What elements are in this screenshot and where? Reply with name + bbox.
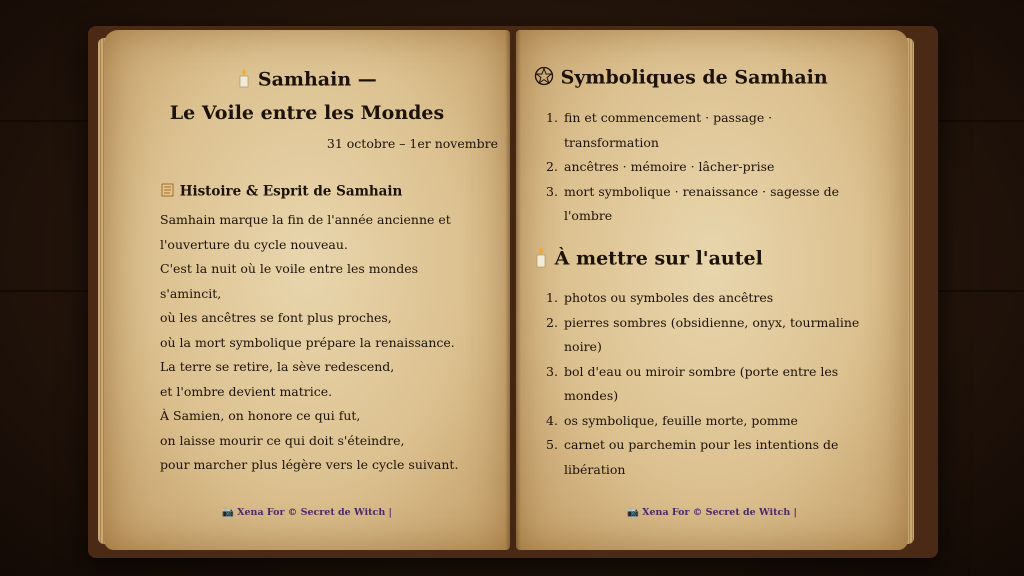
list-number: 2. — [546, 314, 558, 330]
list-item — [546, 360, 886, 409]
list-text: libération — [564, 461, 626, 477]
section-heading: Symboliques de Samhain — [534, 66, 828, 91]
body-text — [160, 208, 500, 478]
scroll-icon — [160, 182, 175, 202]
body-line: C'est la nuit où le voile entre les mondes — [160, 261, 419, 276]
list-text: carnet ou parchemin pour les intentions de — [564, 437, 839, 452]
list-text: mort symbolique · renaissance · sagesse de — [564, 183, 839, 199]
credit-footer: 📷 Xena For © Secret de Witch | — [627, 507, 797, 518]
list-text: os symbolique, feuille morte, pomme — [564, 412, 798, 428]
list-number: 2. — [546, 159, 558, 174]
candle-icon — [237, 68, 251, 93]
list-text: fin et commencement · passage · — [564, 110, 773, 125]
list-number: 5. — [546, 437, 558, 452]
body-line: et l'ombre devient matrice. — [160, 383, 333, 399]
body-line: s'amincit, — [160, 285, 222, 301]
list-item — [546, 180, 876, 229]
credit-footer: 📷 Xena For © Secret de Witch | — [222, 507, 392, 518]
list-text: photos ou symboles des ancêtres — [564, 290, 774, 305]
list-item — [546, 409, 886, 434]
section-heading: À mettre sur l'autel — [534, 246, 763, 273]
book-spine — [505, 30, 521, 550]
body-line: où les ancêtres se font plus proches, — [160, 310, 392, 325]
right-page — [516, 30, 908, 550]
list-text: noire) — [564, 339, 602, 354]
list-number: 3. — [546, 183, 558, 199]
date-text: 31 octobre – 1er novembre — [326, 136, 498, 151]
list-item — [546, 286, 886, 311]
list-number: 3. — [546, 363, 558, 379]
list-number: 1. — [546, 110, 558, 125]
list-number: 1. — [546, 290, 558, 305]
body-line: pour marcher plus légère vers le cycle suivant. — [160, 457, 459, 472]
left-page — [104, 30, 510, 550]
list-text: transformation — [564, 134, 659, 150]
list-item — [546, 106, 876, 155]
candle-icon — [534, 246, 548, 273]
body-line: La terre se retire, la sève redescend, — [160, 359, 395, 374]
body-line: Samhain marque la fin de l'année ancienne et — [160, 212, 451, 227]
list-number: 4. — [546, 412, 558, 428]
body-line: À Samien, on honore ce qui fut, — [160, 408, 361, 423]
body-line: où la mort symbolique prépare la renaissance. — [160, 334, 455, 350]
list-text: l'ombre — [564, 208, 613, 223]
list-item — [546, 433, 886, 482]
symbol-list — [546, 106, 876, 229]
list-item — [546, 311, 886, 360]
section-heading: Histoire & Esprit de Samhain — [160, 182, 402, 202]
body-line: on laisse mourir ce qui doit s'éteindre, — [160, 432, 405, 448]
body-line: l'ouverture du cycle nouveau. — [160, 236, 348, 252]
pentacle-icon — [534, 66, 554, 91]
page-title-line2: Le Voile entre les Mondes — [169, 102, 445, 124]
list-text: ancêtres · mémoire · lâcher-prise — [564, 159, 775, 174]
list-text: mondes) — [564, 388, 619, 403]
page-title-line1: Samhain — — [104, 68, 510, 93]
altar-list — [546, 286, 886, 482]
list-text: pierres sombres (obsidienne, onyx, tourmaline — [564, 314, 860, 330]
list-text: bol d'eau ou miroir sombre (porte entre les — [564, 363, 839, 379]
list-item — [546, 155, 876, 180]
